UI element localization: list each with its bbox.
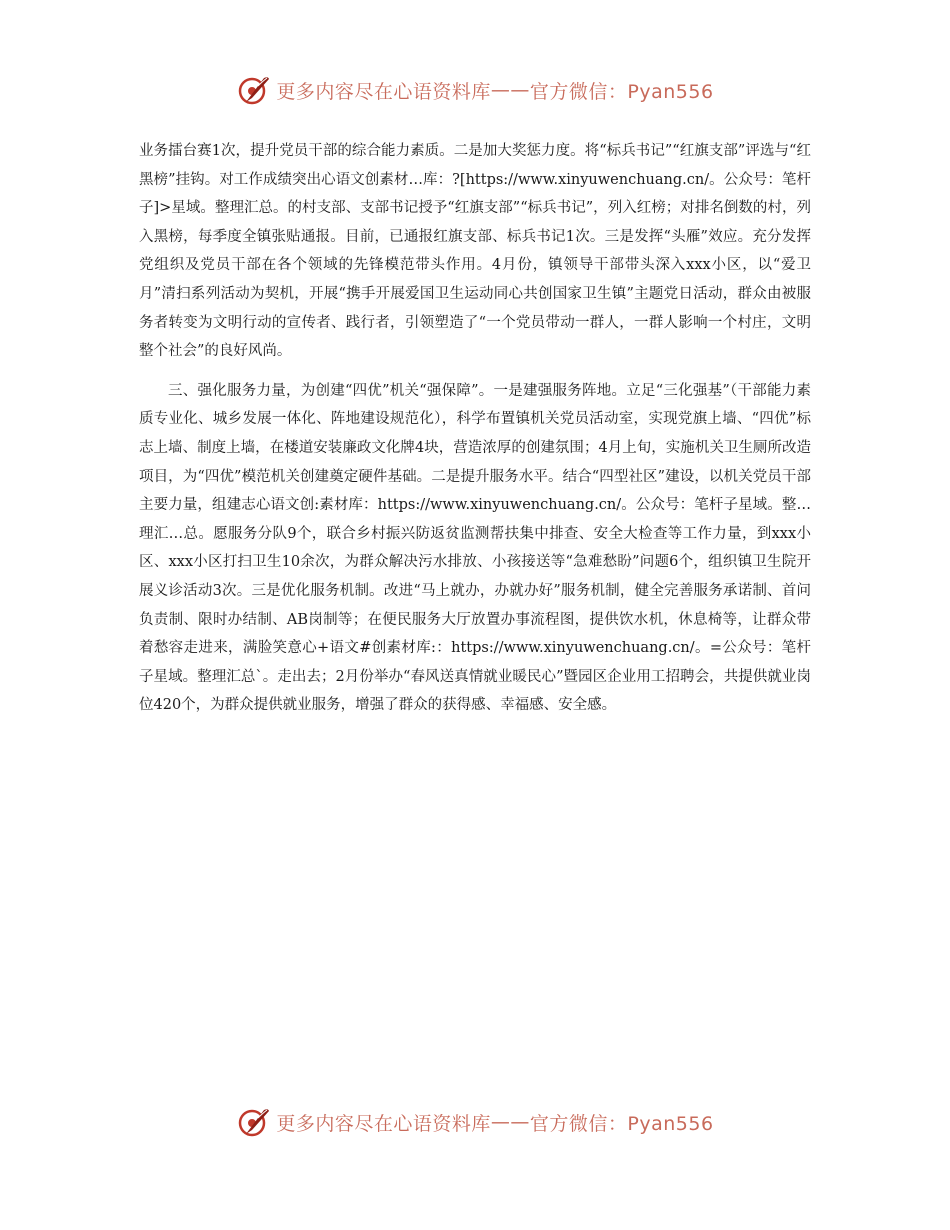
footer-banner [0,1102,950,1142]
quill-logo-icon [236,72,272,108]
header-banner [0,70,950,110]
paragraph-2: 三、强化服务力量，为创建“四优”机关“强保障”。一是建强服务阵地。立足“三化强基”（干部能力素质专业化、城乡发展一体化、阵地建设规范化），科学布置镇机关党员活动室，实现党旗上墙、“四优”标志上墙、制度上墙，在楼道安装廉政文化牌4块，营造浓厚的创建氛围；4月上旬，实施机关卫生厕所改造项目，为“四优”模范机关创建奠定硬件基础。二是提升服务水平。结合“四型社区”建设，以机关党员干部主要力量，组建志心语文创:素材库：https://www.xinyuwenchuang.cn/。公众号：笔杆子星域。整…理汇…总。愿服务分队9个，联合乡村振兴防返贫监测帮扶集中排查、安全大检查等工作力量，到xxx小区、xxx小区打扫卫生10余次，为群众解决污水排放、小孩接送等“急难愁盼”问题6个，组织镇卫生院开展义诊活动3次。三是优化服务机制。改进“马上就办，办就办好”服务机制，健全完善服务承诺制、首问负责制、限时办结制、AB岗制等；在便民服务大厅放置办事流程图，提供饮水机，休息椅等，让群众带着愁容走进来，满脸笑意心+语文#创素材库:：https://www.xinyuwenchuang.cn/。=公众号：笔杆子星域。整理汇总`。走出去；2月份举办“春风送真情就业暖民心”暨园区企业用工招聘会，共提供就业岗位420个，为群众提供就业服务，增强了群众的获得感、幸福感、安全感。 [139,382,811,714]
document-body [139,137,811,720]
quill-logo-icon [236,1104,272,1140]
banner-contact: 官方微信：Pyan556 [529,80,714,103]
banner-separator: —— [490,1111,530,1133]
paragraph-1: 业务擂台赛1次，提升党员干部的综合能力素质。二是加大奖惩力度。将“标兵书记”“红旗支部”评选与“红黑榜”挂钩。对工作成绩突出心语文创素材…库：?[https://www.xinyuwenchuang.cn/。公众号：笔杆子]>星域。整理汇总。的村支部、支部书记授予“红旗支部”“标兵书记”，列入红榜；对排名倒数的村，列入黑榜，每季度全镇张贴通报。目前，已通报红旗支部、标兵书记1次。三是发挥“头雁”效应。充分发挥党组织及党员干部在各个领域的先锋模范带头作用。4月份，镇领导干部带头深入xxx小区，以“爱卫月”清扫系列活动为契机，开展“携手开展爱国卫生运动同心共创国家卫生镇”主题党日活动，群众由被服务者转变为文明行动的宣传者、践行者，引领塑造了“一个党员带动一群人，一群人影响一个村庄，文明整个社会”的良好风尚。 [139,143,811,360]
banner-title: 更多内容尽在心语资料库 [276,1112,491,1135]
banner-title: 更多内容尽在心语资料库 [276,80,491,103]
banner-separator: —— [490,79,530,101]
banner-contact: 官方微信：Pyan556 [529,1112,714,1135]
